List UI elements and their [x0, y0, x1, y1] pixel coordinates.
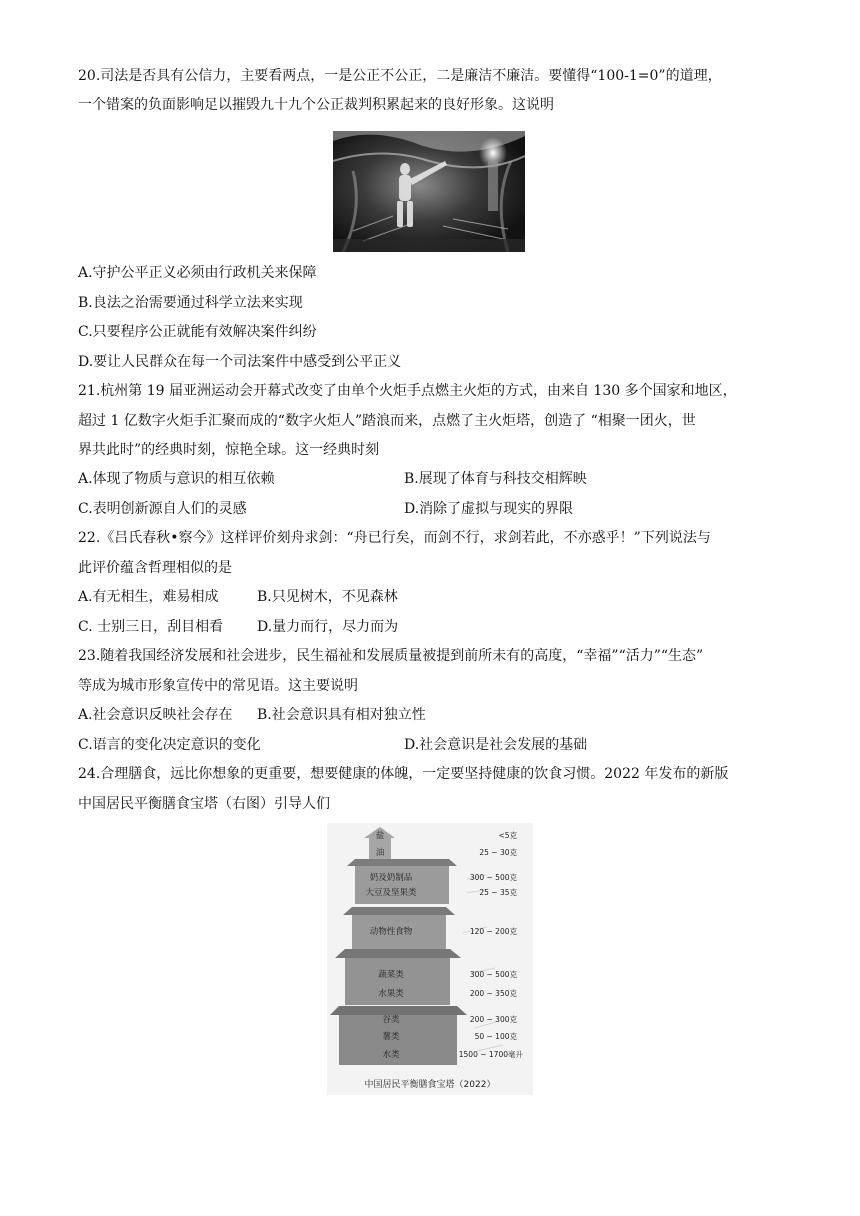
q23-stem-line2: 等成为城市形象宣传中的常见语。这主要说明	[78, 678, 358, 694]
pagoda-amount-label: 200 ~ 350克	[469, 989, 517, 998]
pagoda-amount-label: 25 ~ 30克	[479, 848, 517, 857]
q23-option-c: C.语言的变化决定意识的变化	[78, 737, 261, 753]
pagoda-amount-label: 50 ~ 100克	[474, 1032, 517, 1041]
pagoda-food-label: 谷类	[382, 1015, 400, 1025]
food-pagoda-figure	[327, 823, 533, 1095]
pagoda-caption: 中国居民平衡膳食宝塔（2022）	[364, 1080, 496, 1090]
q23-option-d: D.社会意识是社会发展的基础	[404, 737, 588, 753]
q24-stem-line1: 24.合理膳食，远比你想象的更重要，想要健康的体魄，一定要坚持健康的饮食习惯。2022 年发布的新版	[78, 766, 729, 782]
pagoda-food-label: 蔬菜类	[378, 970, 404, 980]
q22-option-d: D.量力而行，尽力而为	[257, 619, 399, 635]
q21-stem-line2: 超过 1 亿数字火炬手汇聚而成的“数字火炬人”踏浪而来，点燃了主火炬塔，创造了 “相聚一团火，世	[78, 413, 696, 429]
q20-option-b: B.良法之治需要通过科学立法来实现	[78, 295, 303, 311]
q21-option-d: D.消除了虚拟与现实的界限	[404, 501, 574, 517]
pagoda-food-label: 薯类	[382, 1032, 400, 1042]
q23-option-b: B.社会意识具有相对独立性	[257, 707, 426, 723]
pagoda-food-label: 水果类	[378, 989, 404, 999]
q22-stem-line1: 22.《吕氏春秋•察今》这样评价刻舟求剑：“舟已行矣，而剑不行，求剑若此，不亦惑乎！”下列说法与	[78, 530, 711, 546]
pagoda-food-label: 水类	[382, 1050, 400, 1060]
q24-stem-line2: 中国居民平衡膳食宝塔（右图）引导人们	[78, 796, 330, 812]
q22-option-a: A.有无相生，难易相成	[78, 589, 219, 605]
q21-option-b: B.展现了体育与科技交相辉映	[404, 471, 587, 487]
pagoda-food-label: 大豆及坚果类	[365, 888, 417, 898]
q20-stem-line2: 一个错案的负面影响足以摧毁九十九个公正裁判积累起来的良好形象。这说明	[78, 97, 554, 113]
pagoda-amount-label: 300 ~ 500克	[469, 873, 517, 882]
pagoda-food-label: 油	[375, 848, 385, 858]
pagoda-food-label: 动物性食物	[369, 927, 413, 937]
q22-option-b: B.只见树木，不见森林	[257, 589, 398, 605]
q21-stem-line1: 21.杭州第 19 届亚洲运动会开幕式改变了由单个火炬手点燃主火炬的方式，由来自 130 多个国家和地区，	[78, 383, 737, 399]
pagoda-amount-label: 300 ~ 500克	[469, 970, 517, 979]
pagoda-food-label: 奶及奶制品	[369, 873, 413, 883]
pagoda-amount-label: 25 ~ 35克	[479, 888, 517, 897]
q23-stem-line1: 23.随着我国经济发展和社会进步，民生福祉和发展质量被提到前所未有的高度，“幸福”“活力”“生态”	[78, 648, 704, 664]
q23-option-a: A.社会意识反映社会存在	[78, 707, 233, 723]
pagoda-amount-label: 120 ~ 200克	[469, 927, 517, 936]
q20-option-c: C.只要程序公正就能有效解决案件纠纷	[78, 324, 317, 340]
pagoda-food-label: 盐	[375, 831, 385, 841]
pagoda-amount-label: 200 ~ 300克	[469, 1015, 517, 1024]
q21-option-a: A.体现了物质与意识的相互依赖	[78, 471, 275, 487]
q20-option-d: D.要让人民群众在每一个司法案件中感受到公平正义	[78, 354, 402, 370]
q22-option-c: C. 士别三日，刮目相看	[78, 619, 224, 635]
q21-stem-line3: 界共此时”的经典时刻，惊艳全球。这一经典时刻	[78, 442, 380, 458]
q21-option-c: C.表明创新源自人们的灵感	[78, 501, 247, 517]
q22-stem-line2: 此评价蕴含哲理相似的是	[78, 560, 232, 576]
q20-stem-line1: 20.司法是否具有公信力，主要看两点，一是公正不公正，二是廉洁不廉洁。要懂得“100-1=0”的道理，	[78, 68, 722, 84]
pagoda-amount-labels	[459, 830, 524, 1059]
torchbearer-photo	[333, 131, 525, 252]
pagoda-amount-label: 1500 ~ 1700毫升	[458, 1050, 523, 1059]
q20-option-a: A.守护公平正义必须由行政机关来保障	[78, 265, 317, 281]
pagoda-amount-label: <5克	[498, 831, 517, 840]
